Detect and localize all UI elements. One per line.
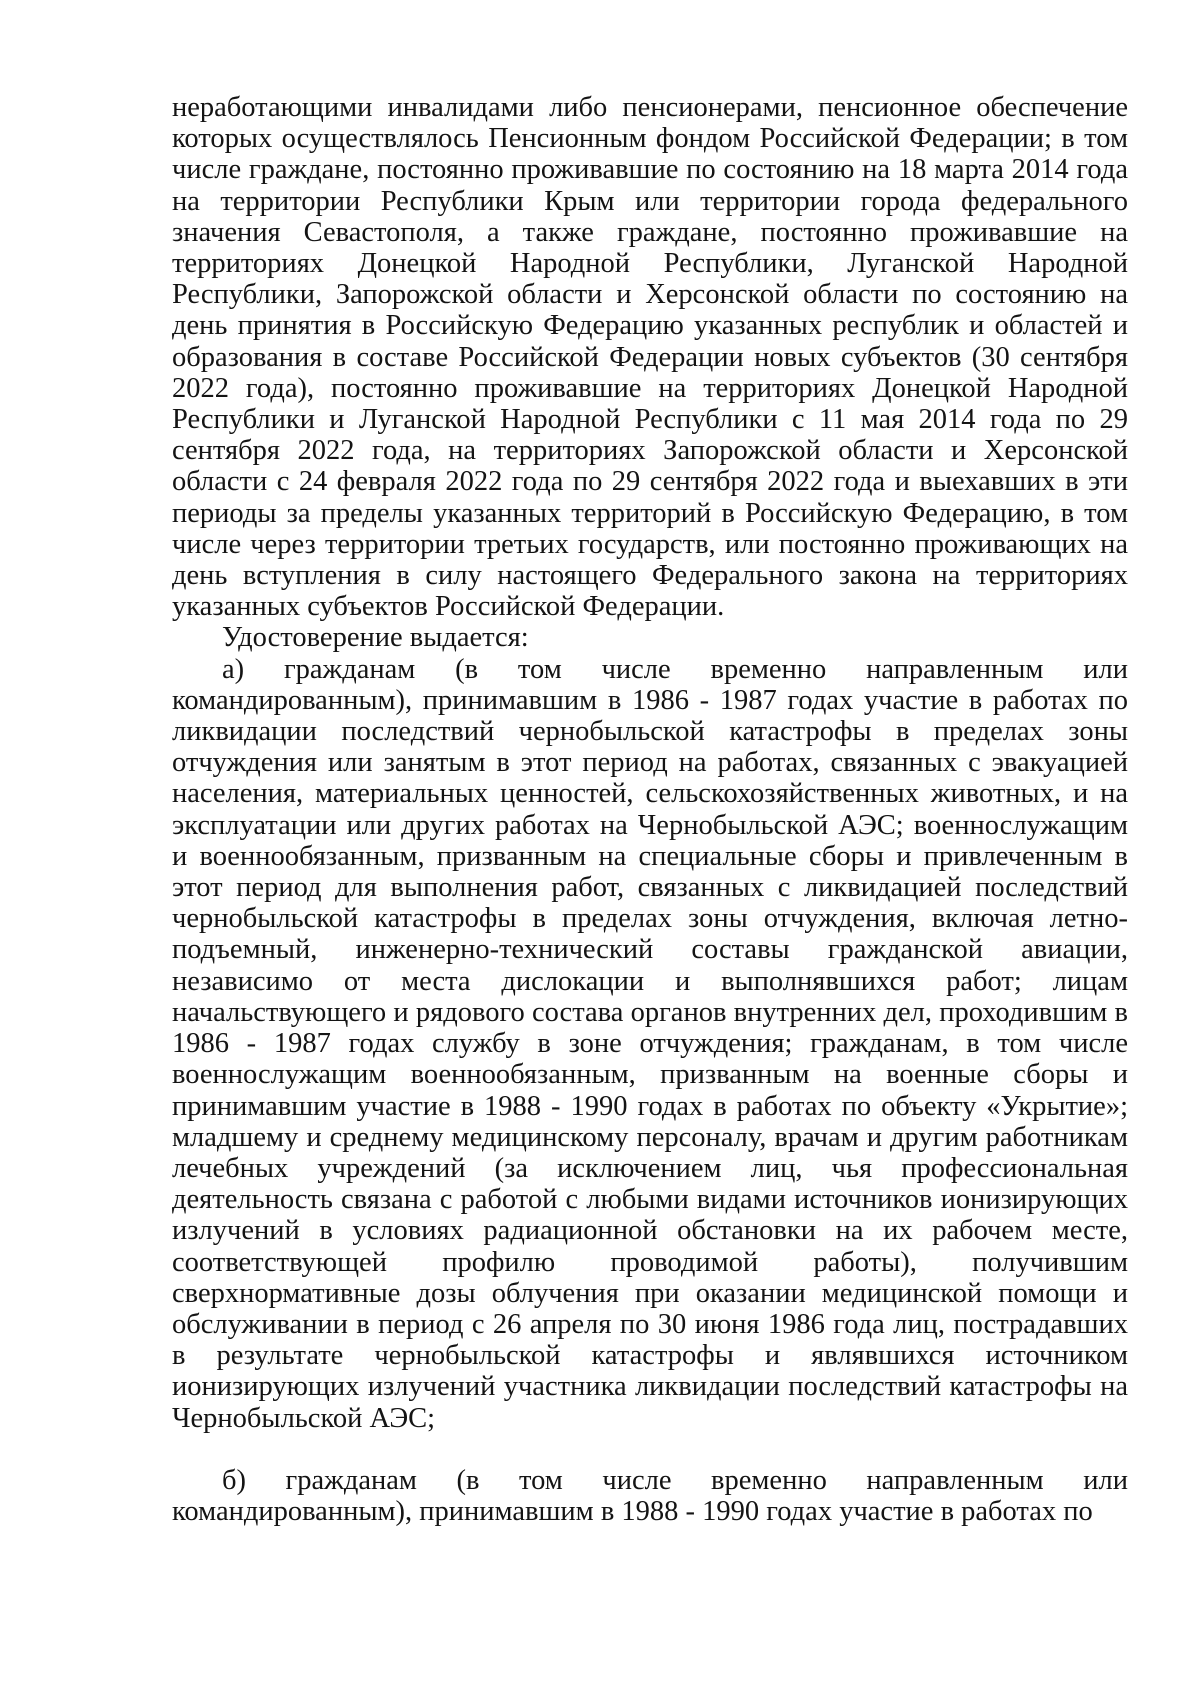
paragraph-item-b: б) гражданам (в том числе временно направленным или командированным), принимавшим в 1988 - 1990 годах участие в работах по bbox=[172, 1464, 1128, 1527]
paragraph-continuation: неработающими инвалидами либо пенсионерами, пенсионное обеспечение которых осуществлялось Пенсионным фондом Российской Федерации; в том числе граждане, постоянно проживавшие по состоянию на 18 марта 2014 года на территории Республики Крым или территории города федерального значения Севастополя, а также граждане, постоянно проживавшие на территориях Донецкой Народной Республики, Луганской Народной Республики, Запорожской области и Херсонской области по состоянию на день принятия в Российскую Федерацию указанных республик и областей и образования в составе Российской Федерации новых субъектов (30 сентября 2022 года), постоянно проживавшие на территориях Донецкой Народной Республики и Луганской Народной Республики с 11 мая 2014 года по 29 сентября 2022 года, на территориях Запорожской области и Херсонской области с 24 февраля 2022 года по 29 сентября 2022 года и выехавших в эти периоды за пределы указанных территорий в Российскую Федерацию, в том числе через территории третьих государств, или постоянно проживающих на день вступления в силу настоящего Федерального закона на территориях указанных субъектов Российской Федерации. bbox=[172, 92, 1128, 623]
document-page bbox=[172, 92, 1128, 1527]
paragraph-intro: Удостоверение выдается: bbox=[222, 622, 529, 654]
paragraph-gap bbox=[172, 1434, 1128, 1465]
paragraph-item-a: а) гражданам (в том числе временно направленным или командированным), принимавшим в 1986 - 1987 годах участие в работах по ликвидации последствий чернобыльской катастрофы в пределах зоны отчуждения или занятым в этот период на работах, связанных с эвакуацией населения, материальных ценностей, сельскохозяйственных животных, и на эксплуатации или других работах на Чернобыльской АЭС; военнослужащим и военнообязанным, призванным на специальные сборы и привлеченным в этот период для выполнения работ, связанных с ликвидацией последствий чернобыльской катастрофы в пределах зоны отчуждения, включая летно-подъемный, инженерно-технический составы гражданской авиации, независимо от места дислокации и выполнявшихся работ; лицам начальствующего и рядового состава органов внутренних дел, проходившим в 1986 - 1987 годах службу в зоне отчуждения; гражданам, в том числе военнослужащим военнообязанным, призванным на военные сборы и принимавшим участие в 1988 - 1990 годах в работах по объекту «Укрытие»; младшему и среднему медицинскому персоналу, врачам и другим работникам лечебных учреждений (за исключением лиц, чья профессиональная деятельность связана с работой с любыми видами источников ионизирующих излучений в условиях радиационной обстановки на их рабочем месте, соответствующей профилю проводимой работы), получившим сверхнормативные дозы облучения при оказании медицинской помощи и обслуживании в период с 26 апреля по 30 июня 1986 года лиц, пострадавших в результате чернобыльской катастрофы и являвшихся источником ионизирующих излучений участника ликвидации последствий катастрофы на Чернобыльской АЭС; bbox=[172, 653, 1128, 1434]
